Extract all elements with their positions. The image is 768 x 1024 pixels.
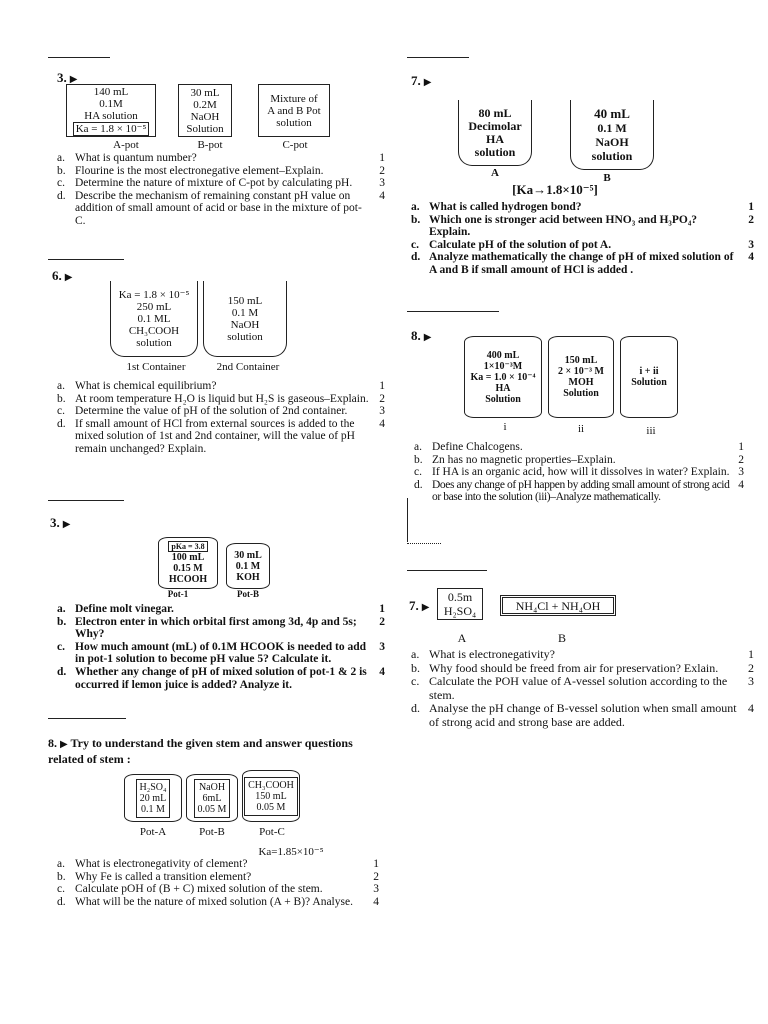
question-item: c. How much amount (mL) of 0.1M HCOOK is needed to add in pot-1 solution to become pH value 5? Calculate it. 3 xyxy=(57,640,385,666)
second-container-beaker: 150 mL 0.1 M NaOH solution xyxy=(203,281,287,357)
question-item: c. Calculate the POH value of A-vessel solution according to the stem. 3 xyxy=(411,674,754,702)
question-item: a. What is electronegativity of clement? 1 xyxy=(57,858,379,870)
question-item: a. What is electronegativity? 1 xyxy=(411,647,754,661)
question-item: b. Electron enter in which orbital first among 3d, 4p and 5s; Why? 2 xyxy=(57,615,385,641)
q3b-questions xyxy=(57,603,385,691)
q8a-questions xyxy=(57,858,379,908)
container-i-caption: i xyxy=(503,421,507,433)
question-item: b. Why food should be freed from air for preservation? Exlain. 2 xyxy=(411,660,754,675)
b-pot-box: 30 mL 0.2M NaOH Solution xyxy=(178,84,232,137)
question-item: a. What is quantum number? 1 xyxy=(57,152,385,164)
question-item: b. Which one is stronger acid between HNO₃ and H₃PO₄? Explain. 2 xyxy=(411,213,754,239)
pot-1-caption: Pot-1 xyxy=(167,589,189,599)
b-vessel-caption: B xyxy=(603,172,611,184)
first-container-caption: 1st Container xyxy=(126,361,186,373)
q7a-questions xyxy=(411,201,754,277)
container-ii-caption: ii xyxy=(577,423,585,435)
question-number: 7. ▶ xyxy=(409,598,430,613)
section-rule xyxy=(407,570,487,571)
pot-c-cylinder: CH₃COOH 150 mL 0.05 M xyxy=(242,770,300,822)
second-container-caption: 2nd Container xyxy=(216,361,280,373)
container-iii-caption: iii xyxy=(646,425,656,437)
question-item: b. Zn has no magnetic properties–Explain. 2 xyxy=(414,453,744,466)
container-iii-cylinder: i + ii Solution xyxy=(620,336,678,418)
question-item: d. Analyse the pH change of B-vessel solution when small amount of strong acid and strong base are added. 4 xyxy=(411,701,754,729)
question-number: 8. ▶ xyxy=(411,328,432,343)
c-pot-box: Mixture of A and B Pot solution xyxy=(258,84,330,137)
question-item: d. Describe the mechanism of remaining constant pH value on addition of small amount of acid or base in the mixture of pot-C. 4 xyxy=(57,189,385,227)
section-rule xyxy=(407,311,499,312)
pot-b-cylinder: NaOH 6mL 0.05 M xyxy=(186,774,238,822)
question-item: b. Flourine is the most electronegative element–Explain. 2 xyxy=(57,164,385,177)
a-pot-box: 140 mL 0.1M HA solution Ka = 1.8 × 10⁻⁵ xyxy=(66,84,156,137)
q8a-stem-title: 8. ▶ Try to understand the given stem and answer questions related of stem : xyxy=(48,736,353,766)
section-rule xyxy=(48,57,110,58)
question-item: d. If small amount of HCl from external sources is added to the mixed solution of 1st and 2nd container, will the value of pH remain unchanged? Explain. 4 xyxy=(57,417,385,455)
b-pot-caption: B-pot xyxy=(197,139,223,151)
section-rule xyxy=(48,500,124,501)
q8b-questions xyxy=(414,441,744,504)
question-item: c. Calculate pOH of (B + C) mixed solution of the stem. 3 xyxy=(57,883,379,896)
a-vessel-caption: A xyxy=(457,631,467,645)
question-item: c. Determine the value of pH of the solution of 2nd container. 3 xyxy=(57,405,385,418)
q6-questions xyxy=(57,380,385,456)
q3a-questions xyxy=(57,152,385,228)
q7b-questions xyxy=(411,648,754,729)
ka-value: [Ka→1.8×10⁻⁵] xyxy=(512,182,598,197)
b-vessel-caption: B xyxy=(557,631,566,645)
section-rule xyxy=(48,259,124,260)
question-item: a. What is called hydrogen bond? 1 xyxy=(411,201,754,213)
question-item: c. If HA is an organic acid, how will it dissolves in water? Explain. 3 xyxy=(414,466,744,479)
a-vessel-box: 0.5m H₂SO₄ xyxy=(437,588,483,620)
a-pot-caption: A-pot xyxy=(113,139,139,151)
ka-value: Ka=1.85×10⁻⁵ xyxy=(258,846,324,858)
question-item: c. Determine the nature of mixture of C-pot by calculating pH. 3 xyxy=(57,177,385,190)
question-number: 6. ▶ xyxy=(52,268,73,283)
pot-a-cylinder: H₂SO₄ 20 mL 0.1 M xyxy=(124,774,182,822)
c-pot-caption: C-pot xyxy=(282,139,308,151)
container-i-cylinder: 400 mL 1×10⁻³M Ka = 1.0 × 10⁻⁴ HA Solution xyxy=(464,336,542,418)
question-item: d. What will be the nature of mixed solution (A + B)? Analyse. 4 xyxy=(57,895,379,908)
section-rule xyxy=(407,543,441,544)
question-item: d. Analyze mathematically the change of pH of mixed solution of A and B if small amount of HCl is added . 4 xyxy=(411,251,754,276)
pot-b-caption: Pot-B xyxy=(237,589,259,599)
pot-b-caption: Pot-B xyxy=(199,826,225,838)
b-vessel-box: NH₄Cl + NH₄OH xyxy=(502,597,614,614)
container-ii-cylinder: 150 mL 2 × 10⁻³ M MOH Solution xyxy=(548,336,614,418)
pot-c-caption: Pot-C xyxy=(259,826,285,838)
question-item: a. Define Chalcogens. 1 xyxy=(414,441,744,453)
question-number: 3. ▶ xyxy=(50,515,71,530)
first-container-beaker: Ka = 1.8 × 10⁻⁵ 250 mL 0.1 ML CH₃COOH solution xyxy=(110,281,198,357)
pot-a-caption: Pot-A xyxy=(139,826,167,838)
question-number: 7. ▶ xyxy=(411,73,432,88)
section-rule xyxy=(48,718,126,719)
question-item: a. Define molt vinegar. 1 xyxy=(57,603,385,615)
question-item: a. What is chemical equilibrium? 1 xyxy=(57,380,385,392)
margin-line xyxy=(407,498,408,542)
pot-1-cylinder: pKa = 3.8 100 mL 0.15 M HCOOH xyxy=(158,537,218,589)
b-vessel-beaker: 40 mL 0.1 M NaOH solution xyxy=(570,100,654,170)
a-vessel-caption: A xyxy=(491,167,499,179)
question-item: c. Calculate pH of the solution of pot A. 3 xyxy=(411,238,754,251)
question-item: d. Whether any change of pH of mixed solution of pot-1 & 2 is occurred if lemon juice is added? Analyze it. 4 xyxy=(57,665,385,691)
question-item: b. At room temperature H₂O is liquid but H₂S is gaseous–Explain. 2 xyxy=(57,392,385,405)
question-number: 3. ▶ xyxy=(57,70,78,85)
a-vessel-beaker: 80 mL Decimolar HA solution xyxy=(458,100,532,166)
pot-b-cylinder: 30 mL 0.1 M KOH xyxy=(226,543,270,589)
question-item: b. Why Fe is called a transition element? 2 xyxy=(57,870,379,883)
question-item: d. Does any change of pH happen by adding small amount of strong acid or base into the solution (iii)–Analyze mathematically. 4 xyxy=(414,478,744,504)
section-rule xyxy=(407,57,469,58)
